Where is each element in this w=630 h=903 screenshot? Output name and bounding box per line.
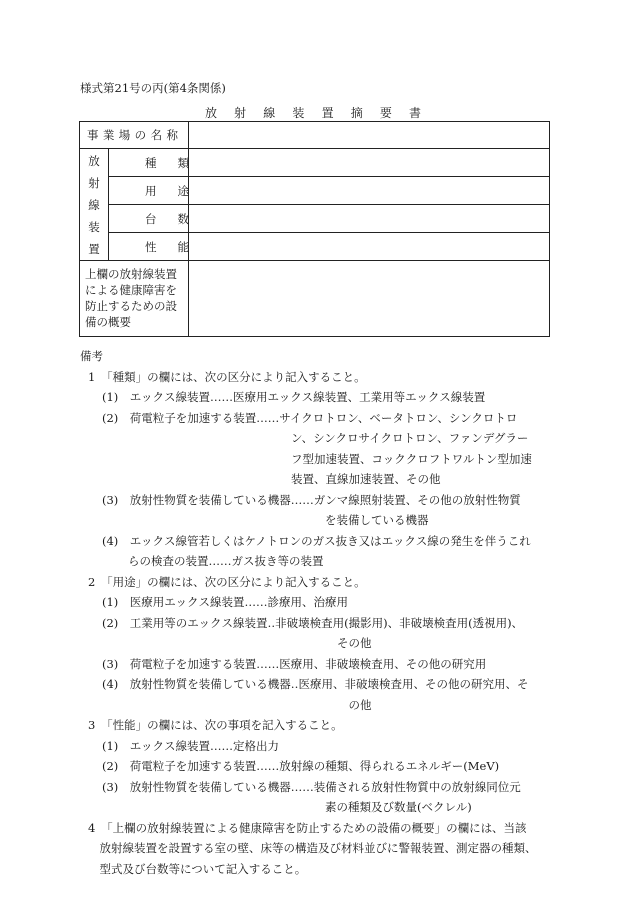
remarks-lines	[80, 367, 560, 880]
title-char: 線	[263, 106, 276, 120]
document-title	[205, 104, 421, 121]
remarks-line: の他	[291, 697, 372, 712]
remarks-line: を装備している機器	[325, 513, 429, 527]
remarks-line: 2 「用途」の欄には、次の区分により記入すること。	[88, 574, 366, 589]
protective-equipment-label: 上欄の放射線装置 による健康障害を 防止するための設 備の概要	[80, 261, 189, 337]
remarks-line: フ型加速装置、コッククロフトワルトン型加速	[291, 451, 532, 466]
establishment-name-label: 事 業 場 の 名 称	[80, 122, 189, 149]
performance-label: 性 能	[109, 233, 189, 261]
remarks-line: (2) 荷電粒子を加速する装置……サイクロトロン、ベータトロン、シンクロトロ	[102, 410, 518, 425]
type-label: 種 類	[109, 149, 189, 177]
title-char: 要	[379, 106, 392, 120]
remarks-line: 4 「上欄の放射線装置による健康障害を防止するための設備の概要」の欄には、当該	[88, 820, 527, 835]
quantity-field[interactable]	[189, 205, 550, 233]
device-group-label: 放 射 線 装 置	[80, 149, 109, 261]
form-number: 様式第21号の丙(第4条関係)	[80, 81, 226, 95]
establishment-name-field[interactable]	[189, 122, 550, 149]
remarks-line: (2) 荷電粒子を加速する装置……放射線の種類、得られるエネルギー(MeV)	[102, 759, 500, 773]
title-char: 書	[408, 106, 421, 120]
title-char: 置	[321, 106, 334, 120]
remarks-line: 装置、直線加速装置、その他	[291, 472, 441, 486]
title-char: 装	[292, 106, 305, 120]
type-field[interactable]	[189, 149, 550, 177]
remarks-line: (1) エックス線装置……医療用エックス線装置、工業用等エックス線装置	[102, 390, 486, 404]
quantity-label: 台 数	[109, 205, 189, 233]
remarks-section	[80, 346, 560, 879]
remarks-line: (3) 放射性物質を装備している機器……装備される放射性物質中の放射線同位元	[102, 779, 521, 794]
title-char: 放	[205, 106, 218, 120]
remarks-line: (1) 医療用エックス線装置……診療用、治療用	[102, 595, 348, 609]
remarks-line: その他	[291, 636, 372, 650]
remarks-line: らの検査の装置……ガス抜き等の装置	[128, 554, 324, 568]
protective-equipment-field[interactable]	[189, 261, 550, 337]
remarks-line: (2) 工業用等のエックス線装置‥非破壊検査用(撮影用)、非破壊検査用(透視用)、	[102, 615, 524, 630]
remarks-line: 放射線装置を設置する室の壁、床等の構造及び材料並びに警報装置、測定器の種類、	[88, 841, 537, 855]
summary-form-table	[79, 121, 550, 337]
remarks-line: 3 「性能」の欄には、次の事項を記入すること。	[88, 718, 343, 732]
remarks-line: 1 「種類」の欄には、次の区分により記入すること。	[88, 369, 366, 384]
remarks-line: (3) 放射性物質を装備している機器……ガンマ線照射装置、その他の放射性物質	[102, 492, 521, 507]
remarks-line: 素の種類及び数量(ベクレル)	[325, 800, 472, 814]
purpose-label: 用 途	[109, 177, 189, 205]
remarks-heading: 備考	[80, 349, 103, 363]
remarks-line: 型式及び台数等について記入すること。	[88, 861, 307, 876]
performance-field[interactable]	[189, 233, 550, 261]
remarks-line: (1) エックス線装置……定格出力	[102, 738, 279, 753]
remarks-line: (4) エックス線管若しくはケノトロンのガス抜き又はエックス線の発生を伴うこれ	[102, 533, 531, 548]
remarks-line: (3) 荷電粒子を加速する装置……医療用、非破壊検査用、その他の研究用	[102, 656, 487, 671]
remarks-line: (4) 放射性物質を装備している機器‥医療用、非破壊検査用、その他の研究用、そ	[102, 677, 529, 691]
purpose-field[interactable]	[189, 177, 550, 205]
title-char: 摘	[350, 106, 363, 120]
remarks-line: ン、シンクロサイクロトロン、ファンデグラー	[291, 431, 529, 445]
title-char: 射	[234, 106, 247, 120]
